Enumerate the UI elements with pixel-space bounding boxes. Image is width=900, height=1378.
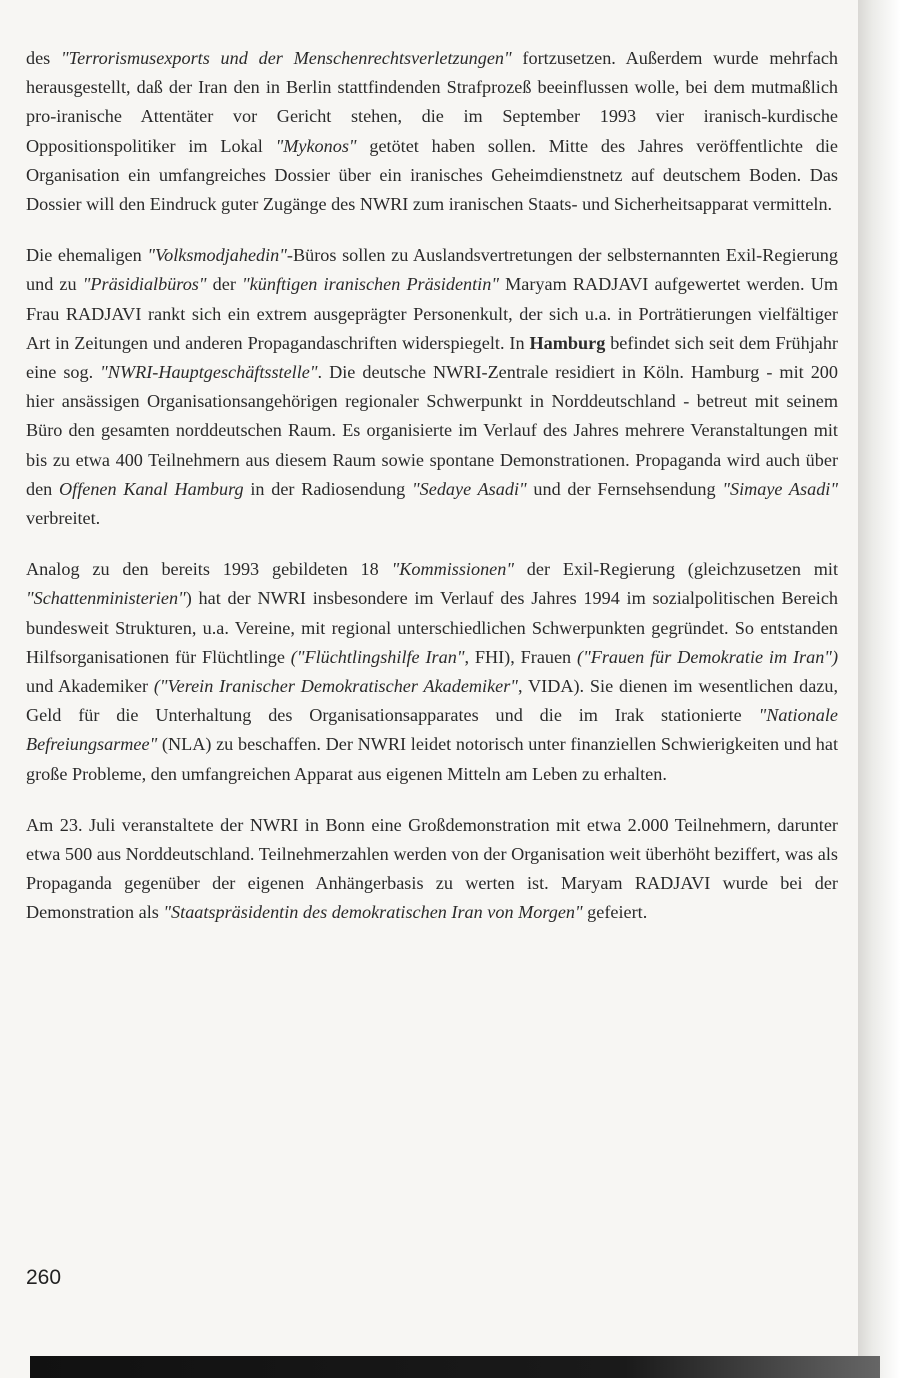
italic-text-run: "künftigen iranischen Präsidentin" xyxy=(242,274,499,295)
bold-text-run: Hamburg xyxy=(529,332,606,353)
text-run: Die ehemaligen xyxy=(26,245,148,266)
italic-text-run: "Staatspräsidentin des demokratischen Iran von Morgen" xyxy=(163,902,583,923)
text-run: getötet haben sollen. Mitte des Jahres veröffentlichte die Organisation ein umfangreiches Dossier über ein iranisches Geheimdienstnetz auf deutschem Boden. Das Dossier will den Eindruck guter Zugänge des NWRI zum iranischen Staats- und Sicherheitsapparat vermitteln. xyxy=(26,135,838,215)
italic-text-run: "Kommissionen" xyxy=(391,559,514,580)
text-run: und der Fernsehsendung xyxy=(526,478,723,499)
paragraph-3 xyxy=(26,555,838,789)
italic-text-run: "Terrorismusexports und der Menschenrechtsverletzungen" xyxy=(61,48,512,68)
italic-text-run: "Schattenministerien" xyxy=(26,588,186,609)
text-run: verbreitet. xyxy=(26,508,101,529)
paragraph-4 xyxy=(26,811,838,928)
page-number: 260 xyxy=(26,1266,62,1289)
text-run: der xyxy=(206,274,243,295)
italic-text-run: Offenen Kanal Hamburg xyxy=(59,478,244,499)
text-run: Am 23. Juli veranstaltete der NWRI in Bonn eine Großdemonstration mit etwa 2.000 Teilnehmern, darunter etwa 500 aus Norddeutschland. Teilnehmerzahlen werden von der Organisation weit überhöht beziffert, was als Propaganda gegenüber der eigenen Anhängerbasis zu werten ist. Maryam RADJAVI wurde bei der Demonstration als xyxy=(26,814,838,923)
italic-text-run: ("Flüchtlingshilfe Iran" xyxy=(290,646,465,667)
text-run: der Exil-Regierung (gleichzusetzen mit xyxy=(513,559,838,580)
italic-text-run: ("Frauen für Demokratie im Iran") xyxy=(577,646,839,667)
paragraph-1 xyxy=(26,44,838,219)
text-run: in der Radiosendung xyxy=(243,478,413,499)
text-run: fortzusetzen. Außerdem wurde mehrfach herausgestellt, daß der Iran den in Berlin stattfindenden Strafprozeß beeinflussen wolle, bei dem mutmaßlich pro-iranische Attentäter vor Gericht stehen, die im September 1993 vier iranisch-kurdische Oppositionspolitiker im Lokal xyxy=(26,48,839,156)
text-run: -Büros sollen zu Auslandsvertretungen der selbsternannten Exil-Regierung und zu xyxy=(26,245,838,295)
paragraph-2 xyxy=(26,241,838,533)
text-run: ) hat der NWRI insbesondere im Verlauf des Jahres 1994 im sozialpolitischen Bereich bundesweit Strukturen, u.a. Vereine, mit regional unterschiedlichen Schwerpunkten gegründet. So entstanden Hilfsorganisationen für Flüchtlinge xyxy=(26,588,838,667)
page-edge-shadow xyxy=(858,0,900,1378)
text-run: gefeiert. xyxy=(582,902,648,923)
italic-text-run: "Präsidialbüros" xyxy=(82,274,207,295)
italic-text-run: ("Verein Iranischer Demokratischer Akademiker" xyxy=(153,676,518,697)
text-run: und Akademiker xyxy=(26,676,154,697)
italic-text-run: "Volksmodjahedin" xyxy=(147,245,287,266)
text-run: Analog zu den bereits 1993 gebildeten 18 xyxy=(26,559,392,580)
body-text xyxy=(26,44,838,950)
text-run: Maryam RADJAVI aufgewertet werden. Um Frau RADJAVI rankt sich ein extrem ausgeprägter Personenkult, der sich u.a. in Porträtierungen vielfältiger Art in Zeitungen und anderen Propagandaschriften widerspiegelt. In xyxy=(26,274,838,353)
text-run: , VIDA). Sie dienen im wesentlichen dazu, Geld für die Unterhaltung des Organisationsapparates und die im Irak stationierte xyxy=(26,676,838,726)
text-run: des xyxy=(26,48,62,68)
italic-text-run: "Sedaye Asadi" xyxy=(412,478,527,499)
italic-text-run: "Nationale Befreiungsarmee" xyxy=(26,705,838,755)
italic-text-run: "NWRI-Hauptgeschäftsstelle" xyxy=(100,362,318,383)
italic-text-run: "Mykonos" xyxy=(275,135,357,156)
text-run: . Die deutsche NWRI-Zentrale residiert in Köln. Hamburg - mit 200 hier ansässigen Organisationsangehörigen regionaler Schwerpunkt in Norddeutschland - betreut mit seinem Büro den gesamten norddeutschen Raum. Es organisierte im Verlauf des Jahres mehrere Veranstaltungen mit bis zu etwa 400 Teilnehmern aus diesem Raum sowie spontane Demonstrationen. Propaganda wird auch über den xyxy=(26,362,838,499)
text-run: befindet sich seit dem Frühjahr eine sog. xyxy=(26,332,838,383)
text-run: , FHI), Frauen xyxy=(464,646,578,667)
text-run: (NLA) zu beschaffen. Der NWRI leidet notorisch unter finanziellen Schwierigkeiten und hat große Probleme, den umfangreichen Apparat aus eigenen Mitteln am Leben zu erhalten. xyxy=(26,734,838,784)
scan-edge-bar xyxy=(30,1356,880,1378)
italic-text-run: "Simaye Asadi" xyxy=(722,478,838,499)
